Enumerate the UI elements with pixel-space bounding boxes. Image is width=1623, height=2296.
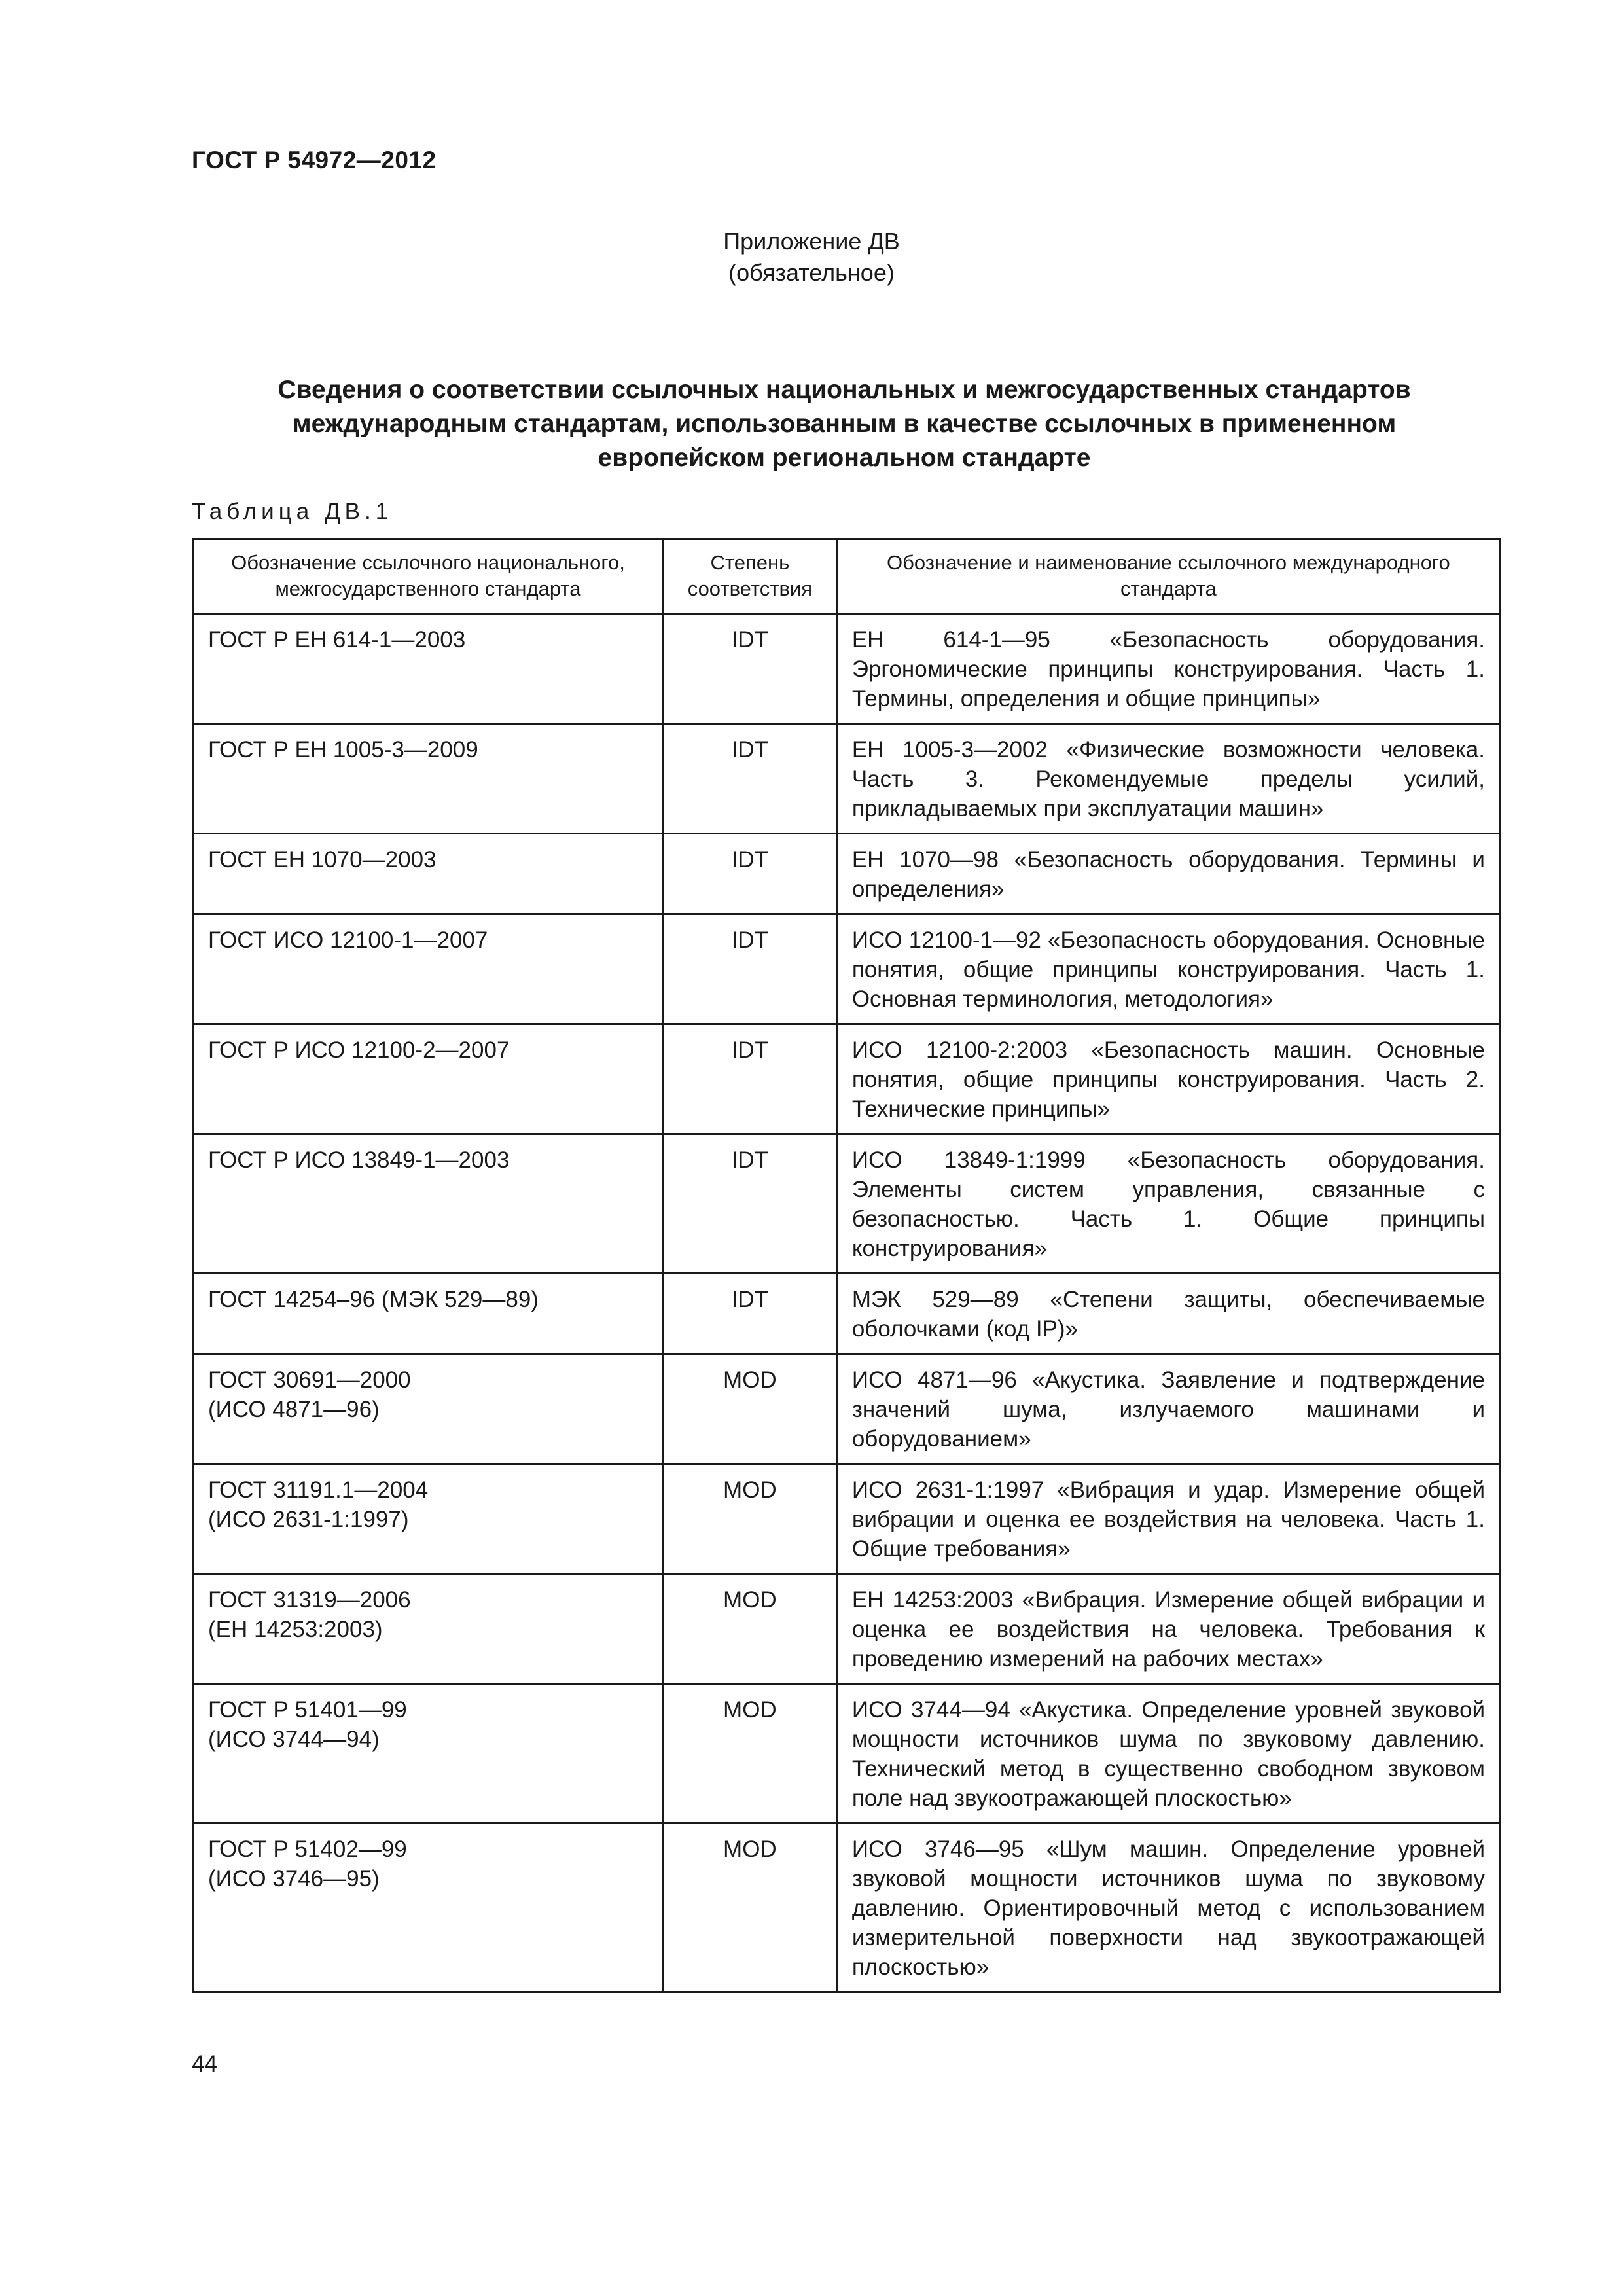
national-standard-designation: ГОСТ Р ЕН 1005-3—2009 xyxy=(208,737,478,762)
national-standard-cell xyxy=(193,1274,664,1354)
table-row xyxy=(193,1134,1501,1274)
national-standard-designation: ГОСТ Р 51401—99 xyxy=(208,1697,407,1723)
correspondence-degree-cell: MOD xyxy=(663,1464,836,1574)
national-standard-designation: (ЕН 14253:2003) xyxy=(208,1617,383,1642)
national-standard-designation: ГОСТ ИСО 12100-1—2007 xyxy=(208,927,488,953)
correspondence-degree-cell: MOD xyxy=(663,1574,836,1684)
correspondence-degree-cell: IDT xyxy=(663,614,836,724)
table-row xyxy=(193,1354,1501,1464)
national-standard-designation: ГОСТ Р ИСО 13849-1—2003 xyxy=(208,1147,510,1173)
national-standard-designation: ГОСТ ЕН 1070—2003 xyxy=(208,847,437,872)
international-standard-cell: ИСО 3744—94 «Акустика. Определение уровней звуковой мощности источников шума по звуковому давлению. Технический метод в существенно свободном звуковом поле над звукоотражающей плоскостью» xyxy=(836,1684,1500,1823)
national-standard-cell xyxy=(193,1823,664,1992)
table-row xyxy=(193,1274,1501,1354)
national-standard-designation: (ИСО 4871—96) xyxy=(208,1397,380,1422)
national-standard-designation: (ИСО 3746—95) xyxy=(208,1866,380,1892)
national-standard-cell xyxy=(193,1134,664,1274)
correspondence-degree-cell: IDT xyxy=(663,1134,836,1274)
international-standard-cell: ИСО 12100-2:2003 «Безопасность машин. Основные понятия, общие принципы конструирования. Часть 2. Технические принципы» xyxy=(836,1024,1500,1134)
column-header-degree: Степень соответствия xyxy=(663,539,836,614)
international-standard-cell: ЕН 14253:2003 «Вибрация. Измерение общей вибрации и оценка ее воздействия на человека. Требования к проведению измерений на рабочих местах» xyxy=(836,1574,1500,1684)
table-row xyxy=(193,1684,1501,1823)
document-code: ГОСТ Р 54972—2012 xyxy=(192,147,437,173)
national-standard-cell xyxy=(193,724,664,834)
national-standard-designation: (ИСО 3744—94) xyxy=(208,1727,380,1752)
correspondence-degree-cell: IDT xyxy=(663,1024,836,1134)
national-standard-cell xyxy=(193,1024,664,1134)
international-standard-cell: МЭК 529—89 «Степени защиты, обеспечиваемые оболочками (код IP)» xyxy=(836,1274,1500,1354)
table-row xyxy=(193,1574,1501,1684)
page-number: 44 xyxy=(192,2051,217,2077)
national-standard-cell xyxy=(193,1464,664,1574)
table-row xyxy=(193,724,1501,834)
table-row xyxy=(193,614,1501,724)
national-standard-cell xyxy=(193,1354,664,1464)
correspondence-degree-cell: MOD xyxy=(663,1823,836,1992)
international-standard-cell: ИСО 3746—95 «Шум машин. Определение уровней звуковой мощности источников шума по звуковому давлению. Ориентировочный метод с использованием измерительной поверхности над звукоотражающей плоскостью» xyxy=(836,1823,1500,1992)
correspondence-degree-cell: IDT xyxy=(663,1274,836,1354)
correspondence-degree-cell: MOD xyxy=(663,1684,836,1823)
heading-line: международным стандартам, использованным в качестве ссылочных в примененном xyxy=(292,410,1397,438)
international-standard-cell: ЕН 1070—98 «Безопасность оборудования. Термины и определения» xyxy=(836,834,1500,914)
correspondence-degree-cell: IDT xyxy=(663,834,836,914)
international-standard-cell: ЕН 1005-3—2002 «Физические возможности человека. Часть 3. Рекомендуемые пределы усилий, прикладываемых при эксплуатации машин» xyxy=(836,724,1500,834)
appendix-status: (обязательное) xyxy=(728,259,895,286)
national-standard-cell xyxy=(193,614,664,724)
appendix-title: Приложение ДВ xyxy=(723,228,900,255)
national-standard-designation: ГОСТ Р ИСО 12100-2—2007 xyxy=(208,1037,510,1063)
heading-line: Сведения о соответствии ссылочных национальных и межгосударственных стандартов xyxy=(277,376,1411,404)
correspondence-degree-cell: IDT xyxy=(663,724,836,834)
column-header-international: Обозначение и наименование ссылочного международного стандарта xyxy=(836,539,1500,614)
table-row xyxy=(193,1823,1501,1992)
table-row xyxy=(193,1024,1501,1134)
national-standard-cell xyxy=(193,1574,664,1684)
correspondence-degree-cell: MOD xyxy=(663,1354,836,1464)
national-standard-cell xyxy=(193,1684,664,1823)
table-row xyxy=(193,834,1501,914)
table-caption: Таблица ДВ.1 xyxy=(192,499,393,524)
table-body xyxy=(193,614,1501,1992)
national-standard-cell xyxy=(193,834,664,914)
section-heading xyxy=(164,373,1525,475)
reference-standards-table xyxy=(192,538,1501,1993)
national-standard-designation: ГОСТ 31191.1—2004 xyxy=(208,1477,429,1503)
international-standard-cell: ИСО 13849-1:1999 «Безопасность оборудования. Элементы систем управления, связанные с безопасностью. Часть 1. Общие принципы конструирования» xyxy=(836,1134,1500,1274)
table-header-row xyxy=(193,539,1501,614)
correspondence-degree-cell: IDT xyxy=(663,914,836,1024)
table-row xyxy=(193,1464,1501,1574)
column-header-national: Обозначение ссылочного национального, межгосударственного стандарта xyxy=(193,539,664,614)
international-standard-cell: ИСО 2631-1:1997 «Вибрация и удар. Измерение общей вибрации и оценка ее воздействия на человека. Часть 1. Общие требования» xyxy=(836,1464,1500,1574)
appendix-header xyxy=(0,226,1623,289)
national-standard-designation: ГОСТ 30691—2000 xyxy=(208,1367,411,1393)
international-standard-cell: ЕН 614-1—95 «Безопасность оборудования. Эргономические принципы конструирования. Часть 1. Термины, определения и общие принципы» xyxy=(836,614,1500,724)
international-standard-cell: ИСО 12100-1—92 «Безопасность оборудования. Основные понятия, общие принципы конструирования. Часть 1. Основная терминология, методология» xyxy=(836,914,1500,1024)
international-standard-cell: ИСО 4871—96 «Акустика. Заявление и подтверждение значений шума, излучаемого машинами и оборудованием» xyxy=(836,1354,1500,1464)
heading-line: европейском региональном стандарте xyxy=(597,444,1091,472)
national-standard-designation: ГОСТ 31319—2006 xyxy=(208,1587,411,1613)
national-standard-designation: ГОСТ 14254–96 (МЭК 529—89) xyxy=(208,1287,539,1312)
national-standard-cell xyxy=(193,914,664,1024)
national-standard-designation: ГОСТ Р ЕН 614-1—2003 xyxy=(208,627,466,653)
national-standard-designation: (ИСО 2631-1:1997) xyxy=(208,1507,409,1532)
national-standard-designation: ГОСТ Р 51402—99 xyxy=(208,1837,407,1862)
table-row xyxy=(193,914,1501,1024)
